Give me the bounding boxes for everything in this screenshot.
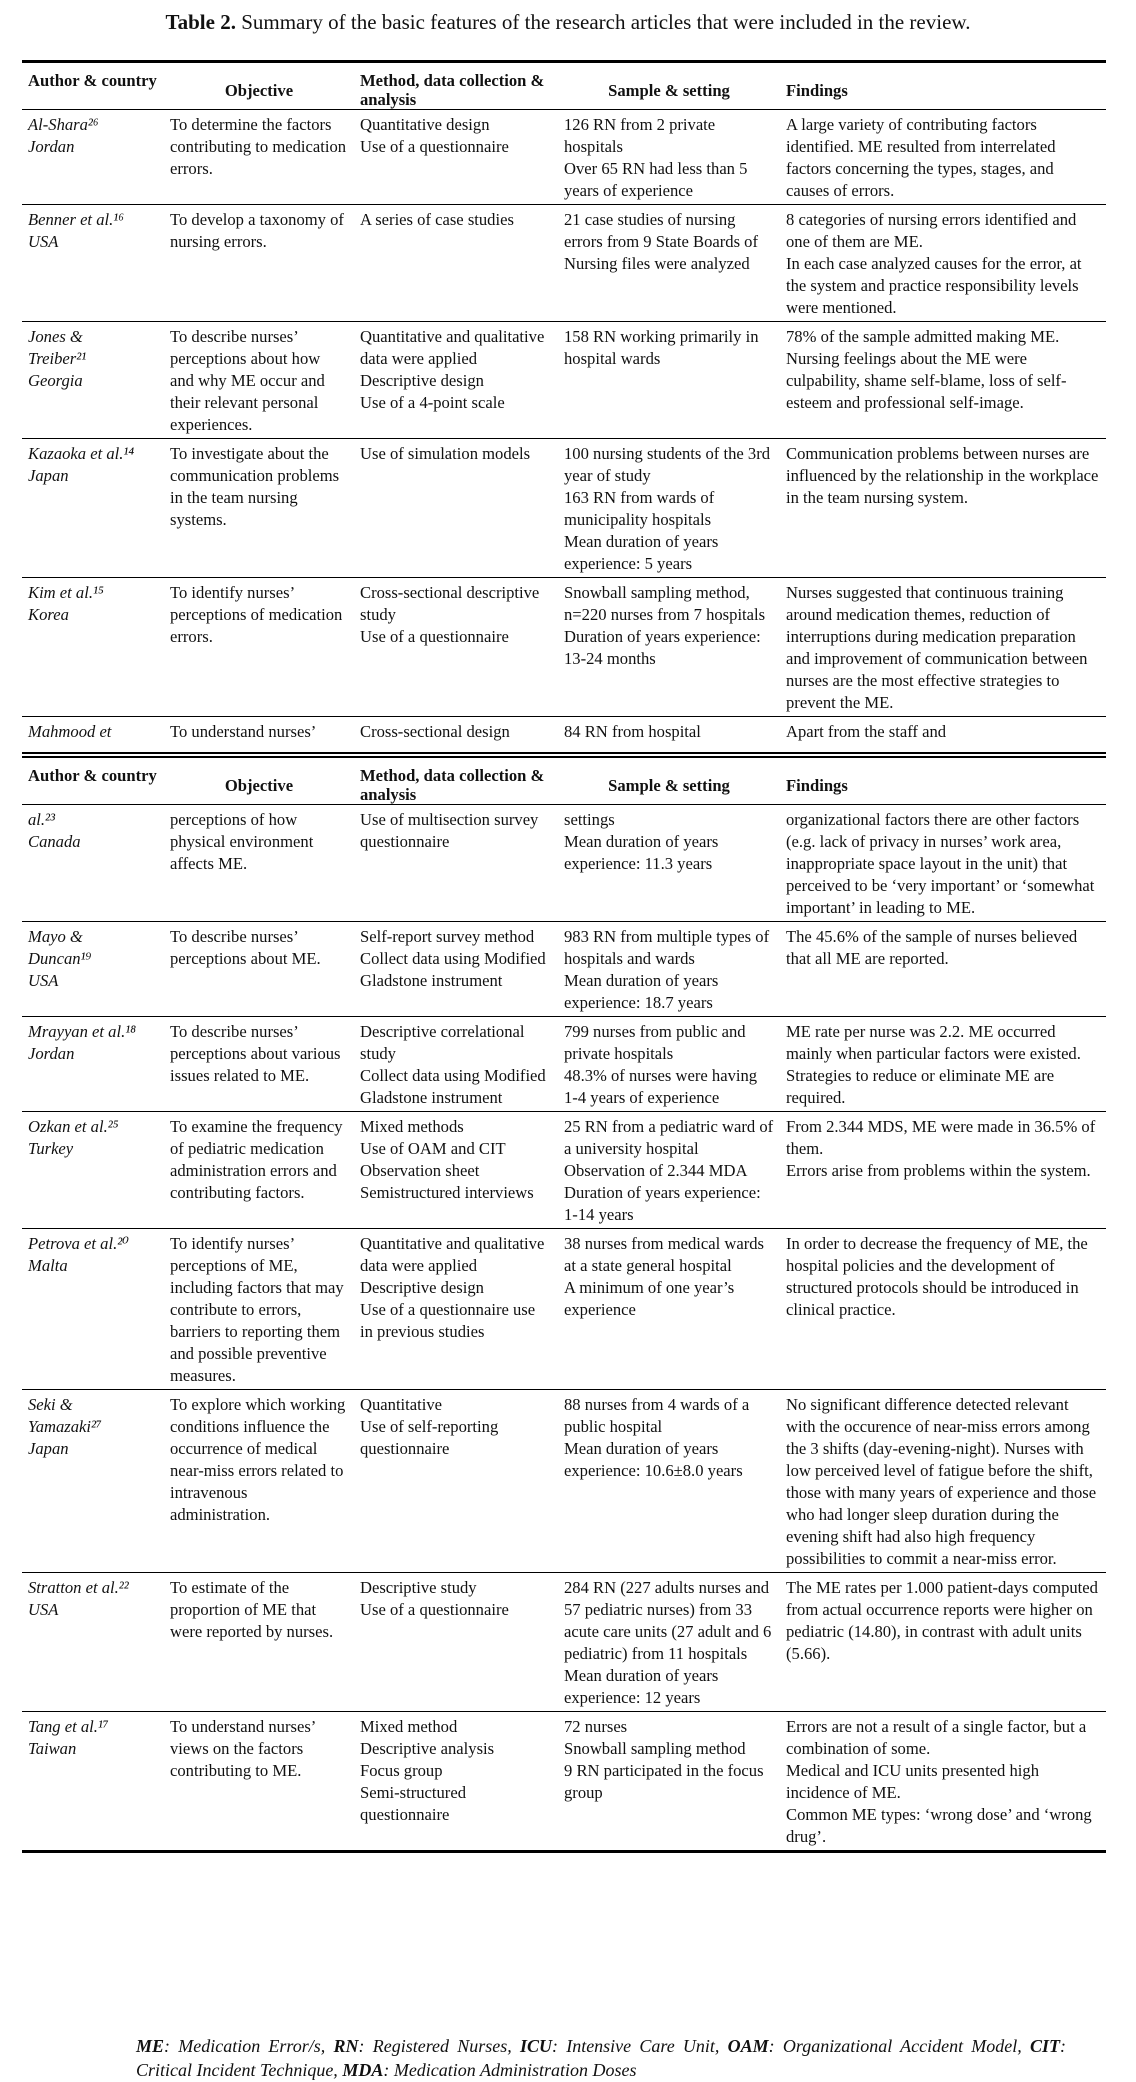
header-objective <box>164 755 354 805</box>
cell-sample <box>558 1017 780 1112</box>
method-line: Cross-sectional descriptive study <box>360 583 540 624</box>
sample-line: 126 RN from 2 private hospitals <box>564 115 716 156</box>
cell-findings <box>780 717 1106 746</box>
cell-findings <box>780 322 1106 439</box>
abbreviation: MDA <box>342 2060 384 2080</box>
table-row <box>22 1573 1106 1712</box>
findings-line: Nurses suggested that continuous training around medication themes, reduction of interruptions during medication preparation and improvement of communication between nurses are the most effective strategies to prevent the ME. <box>786 583 1088 712</box>
table-row <box>22 717 1106 746</box>
abbreviation-definition: : Registered Nurses, <box>358 2036 520 2056</box>
objective-line: To examine the frequency of pediatric medication administration errors and contributing factors. <box>170 1117 343 1202</box>
table-caption-label: Table 2. <box>165 10 236 34</box>
cell-method <box>354 1017 558 1112</box>
author-line: Treiber²¹ <box>28 349 87 368</box>
method-line: Mixed method <box>360 1717 458 1736</box>
header-findings-label: Findings <box>786 776 848 795</box>
abbreviation-definition: : Medication Administration Doses <box>383 2060 637 2080</box>
table-row <box>22 1390 1106 1573</box>
table-body-part-1 <box>22 110 1106 746</box>
sample-line: 100 nursing students of the 3rd year of study <box>564 444 771 485</box>
cell-objective <box>164 805 354 922</box>
method-line: Quantitative design <box>360 115 490 134</box>
objective-line: To investigate about the communication problems in the team nursing systems. <box>170 444 340 529</box>
cell-author <box>22 717 164 746</box>
cell-method <box>354 110 558 205</box>
method-line: Observation sheet <box>360 1161 480 1180</box>
cell-sample <box>558 439 780 578</box>
method-line: Use of self-reporting questionnaire <box>360 1417 499 1458</box>
sample-line: 72 nurses <box>564 1717 628 1736</box>
cell-findings <box>780 205 1106 322</box>
sample-line: Duration of years experience: 1-14 years <box>564 1183 761 1224</box>
method-line: Descriptive design <box>360 1278 484 1297</box>
cell-method <box>354 205 558 322</box>
cell-author <box>22 1112 164 1229</box>
table-row <box>22 110 1106 205</box>
objective-line: To determine the factors contributing to medication errors. <box>170 115 347 178</box>
objective-line: To describe nurses’ perceptions about ME. <box>170 927 321 968</box>
table-row <box>22 805 1106 922</box>
objective-line: To identify nurses’ perceptions of medication errors. <box>170 583 343 646</box>
cell-sample <box>558 1390 780 1573</box>
table-footnote <box>136 2034 1066 2082</box>
sample-line: 88 nurses from 4 wards of a public hospital <box>564 1395 750 1436</box>
cell-sample <box>558 805 780 922</box>
sample-line: 38 nurses from medical wards at a state general hospital <box>564 1234 764 1275</box>
cell-objective <box>164 1229 354 1390</box>
method-line: Use of a questionnaire <box>360 137 509 156</box>
header-findings <box>780 755 1106 805</box>
method-line: Descriptive study <box>360 1578 477 1597</box>
cell-findings <box>780 1390 1106 1573</box>
cell-sample <box>558 578 780 717</box>
cell-method <box>354 922 558 1017</box>
cell-author <box>22 110 164 205</box>
header-objective-label: Objective <box>224 81 294 100</box>
table-header-row <box>22 755 1106 805</box>
header-objective-label: Objective <box>224 776 294 795</box>
findings-line: The ME rates per 1.000 patient-days computed from actual occurrence reports were higher on pediatric (14.80), in contrast with adult units (5.66). <box>786 1578 1098 1663</box>
sample-line: A minimum of one year’s experience <box>564 1278 735 1319</box>
author-line: Petrova et al.²⁰ <box>28 1234 129 1253</box>
cell-findings <box>780 805 1106 922</box>
findings-line: ME rate per nurse was 2.2. ME occurred mainly when particular factors were existed. <box>786 1022 1081 1063</box>
author-line: Georgia <box>28 371 83 390</box>
method-line: Collect data using Modified Gladstone instrument <box>360 1066 546 1107</box>
cell-sample <box>558 205 780 322</box>
cell-objective <box>164 717 354 746</box>
method-line: Descriptive correlational study <box>360 1022 525 1063</box>
cell-objective <box>164 578 354 717</box>
method-line: Use of a 4-point scale <box>360 393 505 412</box>
cell-author <box>22 805 164 922</box>
cell-objective <box>164 1017 354 1112</box>
author-line: Kazaoka et al.¹⁴ <box>28 444 135 463</box>
author-line: USA <box>28 232 59 251</box>
author-line: Seki & <box>28 1395 73 1414</box>
method-line: Cross-sectional design <box>360 722 510 741</box>
cell-sample <box>558 322 780 439</box>
author-line: Malta <box>28 1256 68 1275</box>
sample-line: 48.3% of nurses were having 1-4 years of experience <box>564 1066 758 1107</box>
method-line: Focus group <box>360 1761 443 1780</box>
findings-line: No significant difference detected relevant with the occurence of near-miss errors among the 3 shifts (day-evening-night). Nurses with low perceived level of fatigue before the shift, those with many years of experience and those who had longer sleep duration during the evening shift had also high frequency possibilities to commit a near-miss error. <box>786 1395 1097 1568</box>
abbreviation: ICU <box>519 2036 552 2056</box>
cell-objective <box>164 322 354 439</box>
method-line: Use of a questionnaire <box>360 627 509 646</box>
cell-method <box>354 1112 558 1229</box>
method-line: Collect data using Modified Gladstone instrument <box>360 949 546 990</box>
table-row <box>22 322 1106 439</box>
cell-sample <box>558 1712 780 1852</box>
author-line: Benner et al.¹⁶ <box>28 210 124 229</box>
cell-author <box>22 439 164 578</box>
header-method: Method, data collection & analysis <box>354 62 558 110</box>
cell-method <box>354 1229 558 1390</box>
header-objective <box>164 62 354 110</box>
header-sample-label: Sample & setting <box>608 81 730 100</box>
author-line: Yamazaki²⁷ <box>28 1417 102 1436</box>
sample-line: 9 RN participated in the focus group <box>564 1761 764 1802</box>
author-line: Ozkan et al.²⁵ <box>28 1117 119 1136</box>
findings-line: Strategies to reduce or eliminate ME are required. <box>786 1066 1055 1107</box>
cell-objective <box>164 110 354 205</box>
cell-sample <box>558 1112 780 1229</box>
findings-line: The 45.6% of the sample of nurses believed that all ME are reported. <box>786 927 1078 968</box>
table-body-part-2 <box>22 805 1106 1852</box>
author-line: Japan <box>28 1439 69 1458</box>
method-line: Semi-structured questionnaire <box>360 1783 466 1824</box>
objective-line: To describe nurses’ perceptions about various issues related to ME. <box>170 1022 341 1085</box>
table-caption <box>0 8 1136 36</box>
method-line: Use of a questionnaire <box>360 1600 509 1619</box>
findings-line: Errors arise from problems within the system. <box>786 1161 1091 1180</box>
author-line: Japan <box>28 466 69 485</box>
author-line: Mahmood et <box>28 722 112 741</box>
sample-line: 799 nurses from public and private hospitals <box>564 1022 746 1063</box>
sample-line: 21 case studies of nursing errors from 9 State Boards of Nursing files were analyzed <box>564 210 759 273</box>
objective-line: To identify nurses’ perceptions of ME, including factors that may contribute to errors, barriers to reporting them and possible preventive measures. <box>170 1234 344 1385</box>
header-author: Author & country <box>22 755 164 805</box>
summary-table-part-2 <box>22 752 1106 1853</box>
table-row <box>22 1112 1106 1229</box>
abbreviation: CIT <box>1030 2036 1061 2056</box>
abbreviation: OAM <box>727 2036 769 2056</box>
method-line: Self-report survey method <box>360 927 535 946</box>
method-line: A series of case studies <box>360 210 514 229</box>
cell-findings <box>780 1017 1106 1112</box>
author-line: Mayo & <box>28 927 83 946</box>
cell-author <box>22 205 164 322</box>
cell-author <box>22 1017 164 1112</box>
sample-line: Over 65 RN had less than 5 years of experience <box>564 159 748 200</box>
cell-author <box>22 578 164 717</box>
findings-line: Errors are not a result of a single factor, but a combination of some. <box>786 1717 1087 1758</box>
table-row <box>22 439 1106 578</box>
abbreviation-definition: : Critical Incident Technique, <box>136 2036 1067 2080</box>
method-line: Mixed methods <box>360 1117 464 1136</box>
author-line: al.²³ <box>28 810 56 829</box>
sample-line: 25 RN from a pediatric ward of a university hospital <box>564 1117 774 1158</box>
cell-sample <box>558 1573 780 1712</box>
findings-line: A large variety of contributing factors identified. ME resulted from interrelated factors concerning the types, stages, and causes of errors. <box>786 115 1056 200</box>
objective-line: To explore which working conditions influence the occurrence of medical near-miss errors related to intravenous administration. <box>170 1395 346 1524</box>
sample-line: Mean duration of years experience: 5 years <box>564 532 719 573</box>
findings-line: 8 categories of nursing errors identified and one of them are ME. <box>786 210 1077 251</box>
cell-objective <box>164 1712 354 1852</box>
cell-author <box>22 1573 164 1712</box>
author-line: USA <box>28 1600 59 1619</box>
abbreviation: RN <box>333 2036 359 2056</box>
cell-objective <box>164 1573 354 1712</box>
author-line: Turkey <box>28 1139 74 1158</box>
header-findings <box>780 62 1106 110</box>
cell-author <box>22 322 164 439</box>
table-row <box>22 578 1106 717</box>
cell-sample <box>558 717 780 746</box>
findings-line: Medical and ICU units presented high incidence of ME. <box>786 1761 1039 1802</box>
sample-line: Mean duration of years experience: 18.7 years <box>564 971 719 1012</box>
cell-author <box>22 1390 164 1573</box>
author-line: Mrayyan et al.¹⁸ <box>28 1022 136 1041</box>
cell-sample <box>558 1229 780 1390</box>
sample-line: Mean duration of years experience: 11.3 years <box>564 832 719 873</box>
author-line: Jones & <box>28 327 83 346</box>
abbreviation: ME <box>136 2036 165 2056</box>
summary-table-part-1 <box>22 60 1106 745</box>
method-line: Quantitative and qualitative data were applied <box>360 1234 545 1275</box>
sample-line: 84 RN from hospital <box>564 722 701 741</box>
findings-line: In each case analyzed causes for the error, at the system and practice responsibility levels were mentioned. <box>786 254 1082 317</box>
table-row <box>22 205 1106 322</box>
sample-line: 163 RN from wards of municipality hospitals <box>564 488 715 529</box>
author-line: Canada <box>28 832 81 851</box>
sample-line: Mean duration of years experience: 10.6±8.0 years <box>564 1439 743 1480</box>
method-line: Use of simulation models <box>360 444 531 463</box>
method-line: Quantitative <box>360 1395 443 1414</box>
findings-line: In order to decrease the frequency of ME, the hospital policies and the development of structured protocols should be introduced in clinical practice. <box>786 1234 1088 1319</box>
sample-line: Mean duration of years experience: 12 years <box>564 1666 719 1707</box>
header-method: Method, data collection & analysis <box>354 755 558 805</box>
author-line: Tang et al.¹⁷ <box>28 1717 109 1736</box>
cell-author <box>22 922 164 1017</box>
cell-objective <box>164 205 354 322</box>
cell-findings <box>780 1573 1106 1712</box>
cell-findings <box>780 110 1106 205</box>
sample-line: Snowball sampling method <box>564 1739 746 1758</box>
table-caption-text: Summary of the basic features of the research articles that were included in the review. <box>235 10 971 34</box>
findings-line: Communication problems between nurses are influenced by the relationship in the workplace in the team nursing system. <box>786 444 1099 507</box>
cell-method <box>354 1712 558 1852</box>
header-sample-label: Sample & setting <box>608 776 730 795</box>
author-line: Kim et al.¹⁵ <box>28 583 104 602</box>
cell-findings <box>780 1112 1106 1229</box>
objective-line: To understand nurses’ views on the factors contributing to ME. <box>170 1717 316 1780</box>
sample-line: settings <box>564 810 615 829</box>
method-line: Semistructured interviews <box>360 1183 534 1202</box>
author-line: Jordan <box>28 137 75 156</box>
sample-line: 983 RN from multiple types of hospitals and wards <box>564 927 770 968</box>
objective-line: To develop a taxonomy of nursing errors. <box>170 210 344 251</box>
objective-line: perceptions of how physical environment affects ME. <box>170 810 314 873</box>
objective-line: To describe nurses’ perceptions about how and why ME occur and their relevant personal experiences. <box>170 327 325 434</box>
author-line: Al-Shara²⁶ <box>28 115 99 134</box>
findings-line: 78% of the sample admitted making ME. Nursing feelings about the ME were culpability, shame self-blame, loss of self-esteem and professional self-image. <box>786 327 1067 412</box>
abbreviation-definition: : Medication Error/s, <box>164 2036 334 2056</box>
cell-sample <box>558 110 780 205</box>
findings-line: From 2.344 MDS, ME were made in 36.5% of them. <box>786 1117 1096 1158</box>
objective-line: To understand nurses’ <box>170 722 317 741</box>
method-line: Descriptive analysis <box>360 1739 495 1758</box>
method-line: Quantitative and qualitative data were applied <box>360 327 545 368</box>
cell-findings <box>780 1229 1106 1390</box>
cell-method <box>354 1390 558 1573</box>
author-line: Taiwan <box>28 1739 77 1758</box>
sample-line: Observation of 2.344 MDA <box>564 1161 748 1180</box>
header-findings-label: Findings <box>786 81 848 100</box>
method-line: Use of a questionnaire use in previous studies <box>360 1300 536 1341</box>
table-row <box>22 922 1106 1017</box>
cell-author <box>22 1712 164 1852</box>
header-sample <box>558 755 780 805</box>
author-line: Jordan <box>28 1044 75 1063</box>
cell-method <box>354 805 558 922</box>
cell-findings <box>780 439 1106 578</box>
author-line: Stratton et al.²² <box>28 1578 129 1597</box>
table-row <box>22 1712 1106 1852</box>
abbreviation-definition: : Organizational Accident Model, <box>768 2036 1030 2056</box>
cell-method <box>354 1573 558 1712</box>
author-line: USA <box>28 971 59 990</box>
header-author: Author & country <box>22 62 164 110</box>
cell-findings <box>780 578 1106 717</box>
cell-findings <box>780 1712 1106 1852</box>
cell-objective <box>164 922 354 1017</box>
sample-line: 284 RN (227 adults nurses and 57 pediatric nurses) from 33 acute care units (27 adult and 6 pediatric) from 11 hospitals <box>564 1578 772 1663</box>
cell-method <box>354 322 558 439</box>
cell-objective <box>164 439 354 578</box>
header-sample <box>558 62 780 110</box>
findings-line: Apart from the staff and <box>786 722 947 741</box>
findings-line: organizational factors there are other factors (e.g. lack of privacy in nurses’ work area, inappropriate space layout in the unit) that perceived to be ‘very important’ or ‘somewhat important’ in leading to ME. <box>786 810 1095 917</box>
cell-sample <box>558 922 780 1017</box>
cell-findings <box>780 922 1106 1017</box>
cell-method <box>354 578 558 717</box>
cell-objective <box>164 1390 354 1573</box>
abbreviation-definition: : Intensive Care Unit, <box>551 2036 728 2056</box>
table-row <box>22 1017 1106 1112</box>
method-line: Use of OAM and CIT <box>360 1139 506 1158</box>
cell-objective <box>164 1112 354 1229</box>
sample-line: Snowball sampling method, n=220 nurses from 7 hospitals <box>564 583 766 624</box>
method-line: Descriptive design <box>360 371 484 390</box>
cell-author <box>22 1229 164 1390</box>
table-row <box>22 1229 1106 1390</box>
cell-method <box>354 717 558 746</box>
method-line: Use of multisection survey questionnaire <box>360 810 539 851</box>
objective-line: To estimate of the proportion of ME that were reported by nurses. <box>170 1578 334 1641</box>
author-line: Korea <box>28 605 69 624</box>
findings-line: Common ME types: ‘wrong dose’ and ‘wrong drug’. <box>786 1805 1092 1846</box>
cell-method <box>354 439 558 578</box>
table-header-row <box>22 62 1106 110</box>
author-line: Duncan¹⁹ <box>28 949 92 968</box>
sample-line: 158 RN working primarily in hospital wards <box>564 327 759 368</box>
sample-line: Duration of years experience: 13-24 months <box>564 627 761 668</box>
